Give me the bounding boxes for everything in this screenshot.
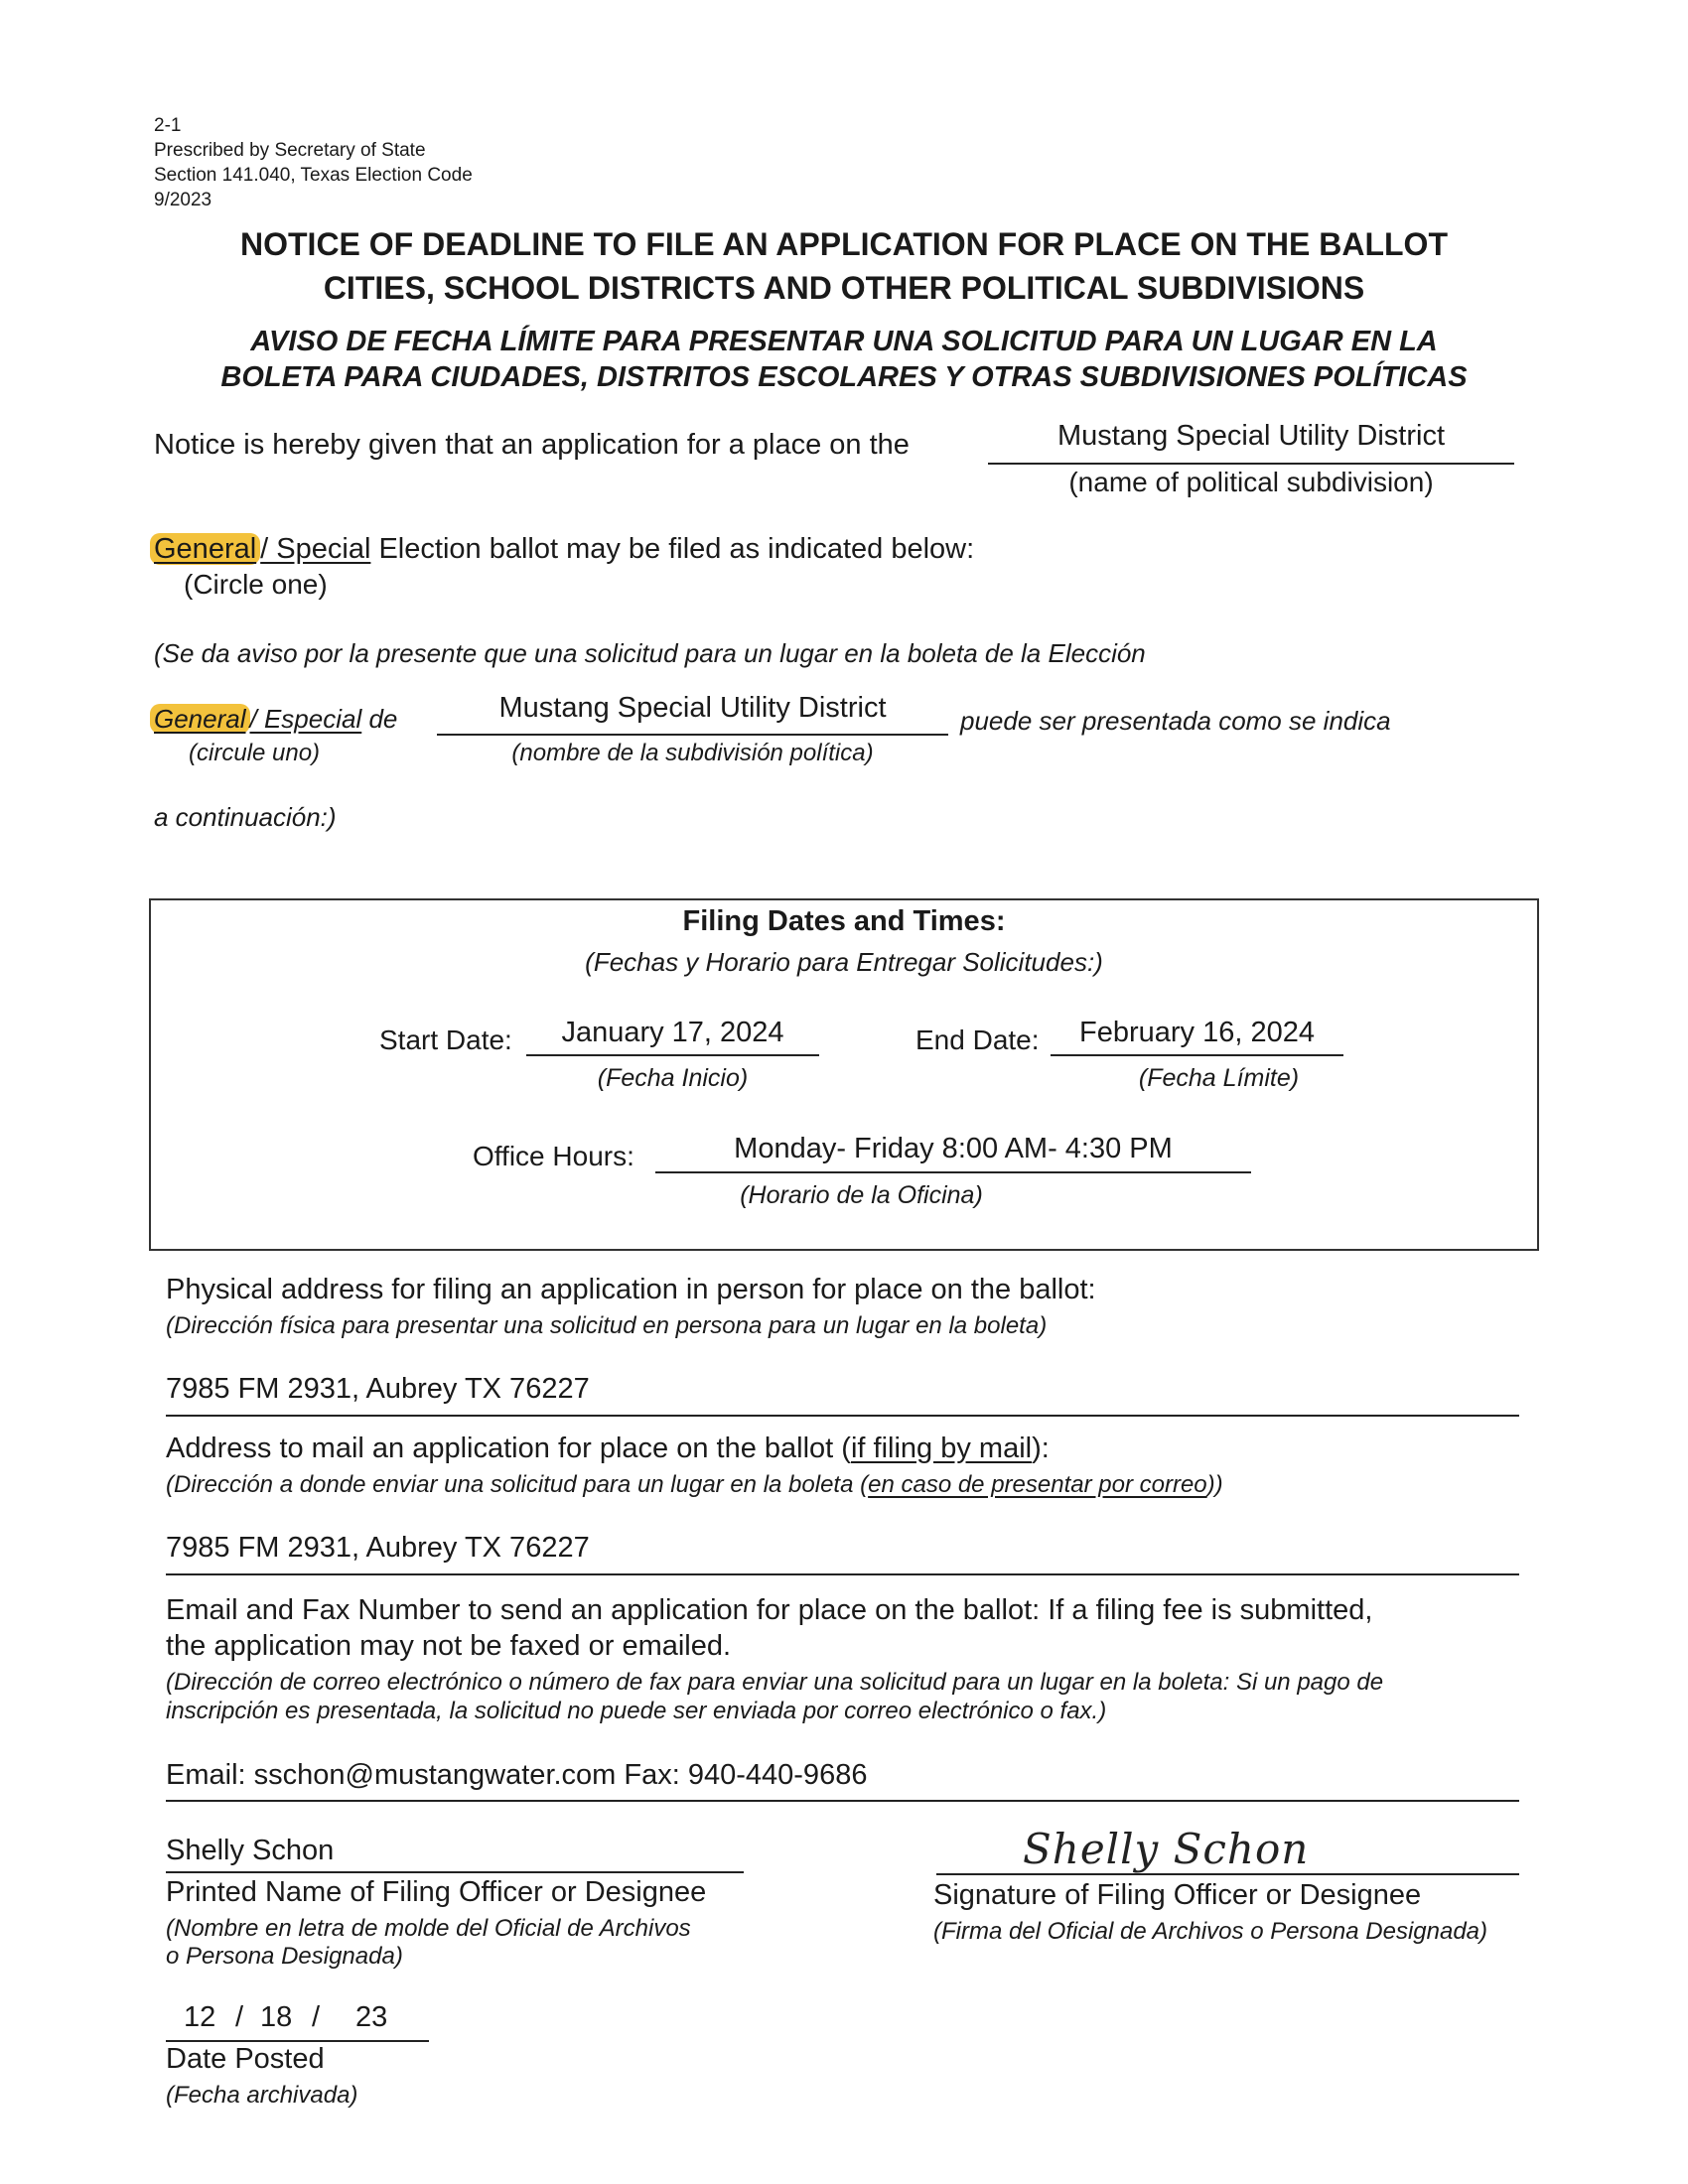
email-fax-label-line-1: Email and Fax Number to send an application for place on the ballot: If a filing fee is submitted,: [166, 1594, 1373, 1626]
circule-uno-caption: (circule uno): [189, 740, 321, 766]
email-fax-label-es-line-1: (Dirección de correo electrónico o número de fax para enviar una solicitud para un lugar en la boleta: Si un pago de: [166, 1669, 1384, 1696]
printed-name-value: Shelly Schon: [166, 1835, 335, 1866]
election-type-line: [154, 533, 974, 566]
prescribed-by: Prescribed by Secretary of State: [154, 140, 426, 161]
printed-name-label-es-2: o Persona Designada): [166, 1943, 403, 1970]
section-reference: Section 141.040, Texas Election Code: [154, 165, 473, 186]
email-fax-label-line-2: the application may not be faxed or emailed.: [166, 1630, 732, 1662]
start-date-label: Start Date:: [379, 1024, 512, 1055]
start-date-caption: (Fecha Inicio): [597, 1064, 749, 1092]
email-fax-value: Email: sschon@mustangwater.com Fax: 940-440-9686: [166, 1759, 868, 1791]
filing-heading-es: (Fechas y Horario para Entregar Solicitudes:): [585, 947, 1103, 977]
end-date-value: February 16, 2024: [1079, 1017, 1315, 1048]
especial-option: / Especial: [249, 704, 362, 734]
email-fax-label-es-line-2: inscripción es presentada, la solicitud no puede ser enviada por correo electrónico o fax.): [166, 1698, 1107, 1724]
office-hours-caption: (Horario de la Oficina): [740, 1181, 983, 1209]
spanish-subdivision-name: Mustang Special Utility District: [498, 692, 887, 724]
mail-label-start: Address to mail an application for place on the ballot (: [166, 1433, 851, 1464]
notice-intro: Notice is hereby given that an application for a place on the: [154, 429, 910, 461]
spanish-subdivision-underline: [437, 734, 948, 736]
filing-heading: Filing Dates and Times:: [682, 905, 1006, 937]
posted-sep-1: /: [235, 2001, 244, 2033]
physical-address-underline: [166, 1415, 1519, 1417]
end-date-label: End Date:: [915, 1024, 1040, 1055]
office-hours-value: Monday- Friday 8:00 AM- 4:30 PM: [734, 1133, 1173, 1164]
title-line-1: NOTICE OF DEADLINE TO FILE AN APPLICATION FOR PLACE ON THE BALLOT: [240, 226, 1448, 262]
spanish-rest-text: puede ser presentada como se indica: [960, 706, 1391, 736]
election-ballot-text: Election ballot may be filed as indicated below:: [378, 533, 975, 565]
posted-day: 18: [260, 2001, 293, 2033]
mail-es-label-start: (Dirección a donde enviar una solicitud para un lugar en la boleta (: [166, 1471, 869, 1498]
printed-name-underline: [166, 1871, 744, 1873]
date-posted-underline: [166, 2040, 429, 2042]
subdivision-name: Mustang Special Utility District: [1057, 420, 1445, 452]
end-date-caption: (Fecha Límite): [1138, 1064, 1300, 1092]
date-posted-label: Date Posted: [166, 2043, 325, 2075]
mail-label-if-filing: if filing by mail: [850, 1433, 1033, 1464]
signature-label: Signature of Filing Officer or Designee: [933, 1879, 1422, 1911]
mail-es-label-link: en caso de presentar por correo: [868, 1471, 1207, 1498]
general-option-circled: General: [150, 533, 260, 565]
printed-name-label: Printed Name of Filing Officer or Designee: [166, 1876, 707, 1908]
general-option-es-circled: General: [150, 704, 250, 734]
spanish-title-line-1: AVISO DE FECHA LÍMITE PARA PRESENTAR UNA SOLICITUD PARA UN LUGAR EN LA: [250, 326, 1438, 357]
start-date-underline: [526, 1054, 819, 1056]
office-hours-underline: [655, 1171, 1251, 1173]
end-date-underline: [1051, 1054, 1343, 1056]
posted-year: 23: [355, 2001, 388, 2033]
spanish-notice-intro: (Se da aviso por la presente que una solicitud para un lugar en la boleta de la Elección: [154, 638, 1146, 668]
physical-address-label-es: (Dirección física para presentar una solicitud en persona para un lugar en la boleta): [166, 1312, 1048, 1339]
spanish-subdivision-caption: (nombre de la subdivisión política): [511, 740, 874, 766]
mail-address-value: 7985 FM 2931, Aubrey TX 76227: [166, 1532, 590, 1564]
email-fax-underline: [166, 1800, 1519, 1802]
circle-one-caption: (Circle one): [184, 569, 328, 600]
special-option: / Special: [260, 533, 371, 565]
start-date-value: January 17, 2024: [561, 1017, 784, 1048]
physical-address-value: 7985 FM 2931, Aubrey TX 76227: [166, 1373, 590, 1405]
date-posted-label-es: (Fecha archivada): [166, 2082, 358, 2109]
office-hours-label: Office Hours:: [473, 1141, 634, 1171]
officer-signature: Shelly Schon: [1023, 1825, 1310, 1873]
spanish-election-type: [154, 704, 397, 735]
spanish-title-line-2: BOLETA PARA CIUDADES, DISTRITOS ESCOLARES Y OTRAS SUBDIVISIONES POLÍTICAS: [220, 361, 1468, 393]
signature-label-es: (Firma del Oficial de Archivos o Persona Designada): [933, 1918, 1488, 1945]
form-number: 2-1: [154, 115, 182, 136]
title-line-2: CITIES, SCHOOL DISTRICTS AND OTHER POLITICAL SUBDIVISIONS: [323, 270, 1365, 306]
mail-address-label: [166, 1433, 1050, 1465]
signature-underline: [936, 1873, 1519, 1875]
mail-label-end: ):: [1032, 1433, 1050, 1464]
subdivision-caption: (name of political subdivision): [1068, 467, 1434, 497]
mail-address-label-es: [166, 1471, 1223, 1499]
spanish-continuation: a continuación:): [154, 802, 337, 832]
de-text: de: [368, 704, 398, 734]
posted-month: 12: [184, 2001, 216, 2033]
physical-address-label: Physical address for filing an application in person for place on the ballot:: [166, 1274, 1096, 1305]
subdivision-underline: [988, 463, 1514, 465]
posted-sep-2: /: [312, 2001, 321, 2033]
printed-name-label-es-1: (Nombre en letra de molde del Oficial de Archivos: [166, 1915, 691, 1942]
mail-address-underline: [166, 1573, 1519, 1575]
mail-es-label-end: )): [1206, 1471, 1223, 1498]
revision-date: 9/2023: [154, 190, 212, 210]
